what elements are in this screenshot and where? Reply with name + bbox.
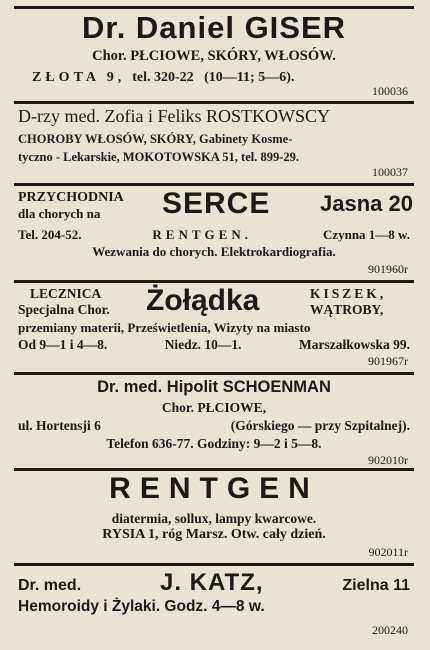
brand-serce: SERCE [162,187,271,220]
address-note: (Górskiego — przy Szpitalnej). [230,418,410,433]
ad-code: 200240 [372,623,408,637]
services: przemiany materii, Prześwietlenia, Wizyty na miasto [18,320,311,335]
ad-code: 100037 [372,165,408,179]
clinic-sublabel: dla chorych na [18,206,101,221]
hours: (10—11; 5—6). [204,70,295,85]
sunday-hours: Niedz. 10—1. [164,337,242,352]
specialty-right-2: WĄTROBY, [310,302,384,317]
divider-rule [14,372,414,375]
hours: Od 9—1 i 4—8. [18,337,108,352]
advertisement-column [14,0,414,650]
doctor-name: J. KATZ, [159,569,264,596]
phone: Tel. 204-52. [18,227,82,242]
specialties: CHOROBY WŁOSÓW, SKÓRY, Gabinety Kosme- [18,132,293,146]
ad-serce [14,186,414,278]
ad-katz [14,566,414,646]
address: Marszałkowska 99. [298,337,410,352]
street-address: Jasna 20 [320,191,413,216]
clinic-sublabel: Specjalna Chor. [18,302,110,317]
rentgen-title: RENTGEN [109,472,319,505]
specialties-hours: Hemoroidy i Żylaki. Godz. 4—8 w. [18,598,265,615]
ad-rostkowscy [14,106,414,180]
address: ul. Hortensji 6 [18,418,101,433]
phone-hours: Telefon 636-77. Godziny: 9—2 i 5—8. [106,436,322,451]
brand-zoladka: Żołądka [146,284,260,317]
ad-rentgen [14,471,414,563]
ad-code: 902010r [368,453,408,467]
ad-giser [14,10,414,98]
phone-line [18,227,410,243]
divider-rule [14,6,414,9]
phone: tel. 320-22 [132,70,194,85]
doctors-title: D-rzy med. Zofia i Feliks ROSTKOWSCY [18,106,330,126]
rentgen-label: RENTGEN. [152,227,252,242]
address-line [32,70,412,86]
address-line [18,418,410,434]
ad-code: 902011r [368,545,408,559]
address-hours: RYSIA 1, róg Marsz. Otw. cały dzień. [102,527,326,542]
doctor-name: Dr. Daniel GISER [81,10,347,45]
services: Wezwania do chorych. Elektrokardiografia. [92,244,336,259]
title-prefix: Dr. med. [18,577,82,594]
address: ZŁOTA 9, [32,70,126,85]
hours-line [18,337,410,353]
ad-code: 901960r [368,262,408,276]
address: Zielna 11 [342,577,410,594]
ad-code: 100036 [372,84,408,98]
services: diatermia, sollux, lampy kwarcowe. [111,511,317,526]
specialty-right-1: KISZEK, [310,286,387,301]
ad-code: 901967r [368,354,408,368]
divider-rule [14,101,414,104]
doctor-name: Dr. med. Hipolit SCHOENMAN [97,378,331,396]
ad-schoenman [14,376,414,466]
clinic-label: PRZYCHODNIA [18,190,124,205]
ad-zoladka [14,283,414,371]
clinic-label: LECZNICA [30,286,102,301]
doctor-line [18,569,410,597]
specialties: Chor. PŁCIOWE, [161,400,267,415]
specialties: Chor. PŁCIOWE, SKÓRY, WŁOSÓW. [92,48,336,64]
hours: Czynna 1—8 w. [322,227,410,242]
address: tyczno - Lekarskie, MOKOTOWSKA 51, tel. 899-29. [18,150,300,164]
